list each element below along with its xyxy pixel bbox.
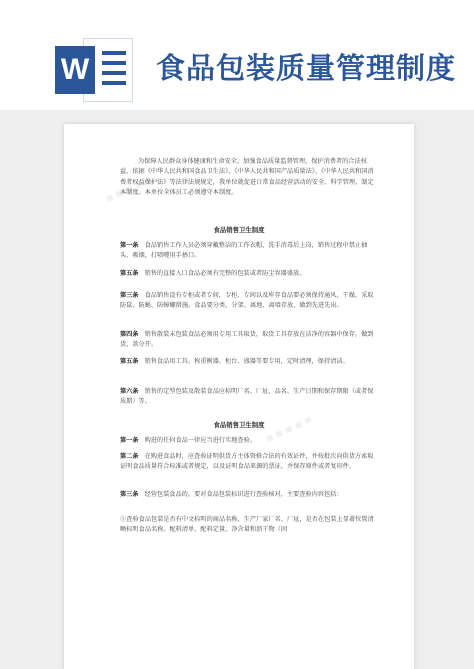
watermark: ■ ■ ■ ■ ■ (263, 412, 315, 446)
article-text: 销售的直接入口食品必须有完整的包装或者防尘容器盛放。 (144, 270, 306, 277)
article-text: 购进的任何食品一律应当进行实地查验。 (144, 437, 256, 444)
watermark: ■ ■ ■ ■ ■ (103, 172, 155, 206)
article-paragraph (120, 452, 376, 473)
article-label: 第一条 (120, 437, 139, 444)
article-label: 第四条 (120, 331, 139, 338)
intro-paragraph: 为保障人民群众身体健康和生命安全，加强食品质量监督管理，保护消费者的合法权益，依据《中华人民共和国食品卫生法》、《中华人民共和国产品质量法》、《中华人民共和国消费者权益保护法》等法律法规规定，我单位就促进日常食品经营活动的安全、科学管理，制定本制度。本单位全体员工必须遵守本制度。 (120, 158, 374, 197)
section-heading: 食品销售卫生制度 (213, 421, 265, 429)
article-text: 在购进食品时，应查验证明供货方主体资格合法的有效证件，并按批次向供货方索取证明食品质量符合标准或者规定，以及证明食品来源的票证，并保存原件或者复印件。 (120, 453, 374, 471)
article-paragraph (120, 436, 376, 446)
article-label: 第六条 (120, 388, 139, 395)
article-paragraph (120, 357, 376, 367)
article-paragraph (120, 515, 376, 536)
article-text: 食品销售设有专柜或者专间，专柜、专间以及库存食品要必须保持通风、干燥，采取防鼠、防蝇、防蟑螺措施。食品要分类、分架、离地、离墙存放，做到先进先出。 (120, 292, 374, 310)
word-letter: W (55, 46, 95, 94)
banner (0, 0, 474, 110)
article-paragraph (120, 269, 376, 279)
article-text: 销售食品用工具、称重衡器、柜台、盛器等要专用，定时清理，保持清洁。 (144, 358, 349, 365)
article-text: 销售的定型包装及散装食品应标明厂名、厂址、品名、生产日期和保存期限（或者保质期）等。 (120, 388, 374, 406)
article-paragraph (120, 490, 376, 500)
word-logo-icon (55, 38, 133, 102)
article-label: 第二条 (120, 453, 139, 460)
article-paragraph (120, 387, 376, 408)
article-text: 食品销售工作人员必须穿戴整洁的工作衣帽，洗手消毒后上岗，销售过程中禁止抽头、吸烟，打喷嚏用手捂口。 (120, 242, 368, 260)
article-label: 第五条 (120, 358, 139, 365)
section-heading: 食品销售卫生制度 (213, 226, 265, 234)
article-paragraph (120, 241, 376, 262)
article-text: 经营包装食品的，要对食品包装标识进行查验核对，主要查验内容包括： (144, 491, 343, 498)
page-title: 食品包装质量管理制度 (156, 51, 457, 85)
article-label: 第一条 (120, 242, 139, 249)
article-paragraph (120, 330, 376, 351)
document-page (64, 124, 414, 669)
article-paragraph (120, 291, 376, 312)
article-label: 第三条 (120, 491, 139, 498)
article-text: 销售散装未包装食品必须用专用工具取货，取货工具存放在洁净的容器中保存，做到货、款分开。 (120, 331, 374, 349)
article-label: 第五条 (120, 270, 139, 277)
article-label: 第三条 (120, 292, 139, 299)
article-text: ①查验食品包装是否有中文标明的商品名称、生产厂家厂名、厂址，是否在包装上显著位置清晰标明食品名称、配料清单、配料定量、净含量和沥干物（固 (120, 516, 374, 534)
